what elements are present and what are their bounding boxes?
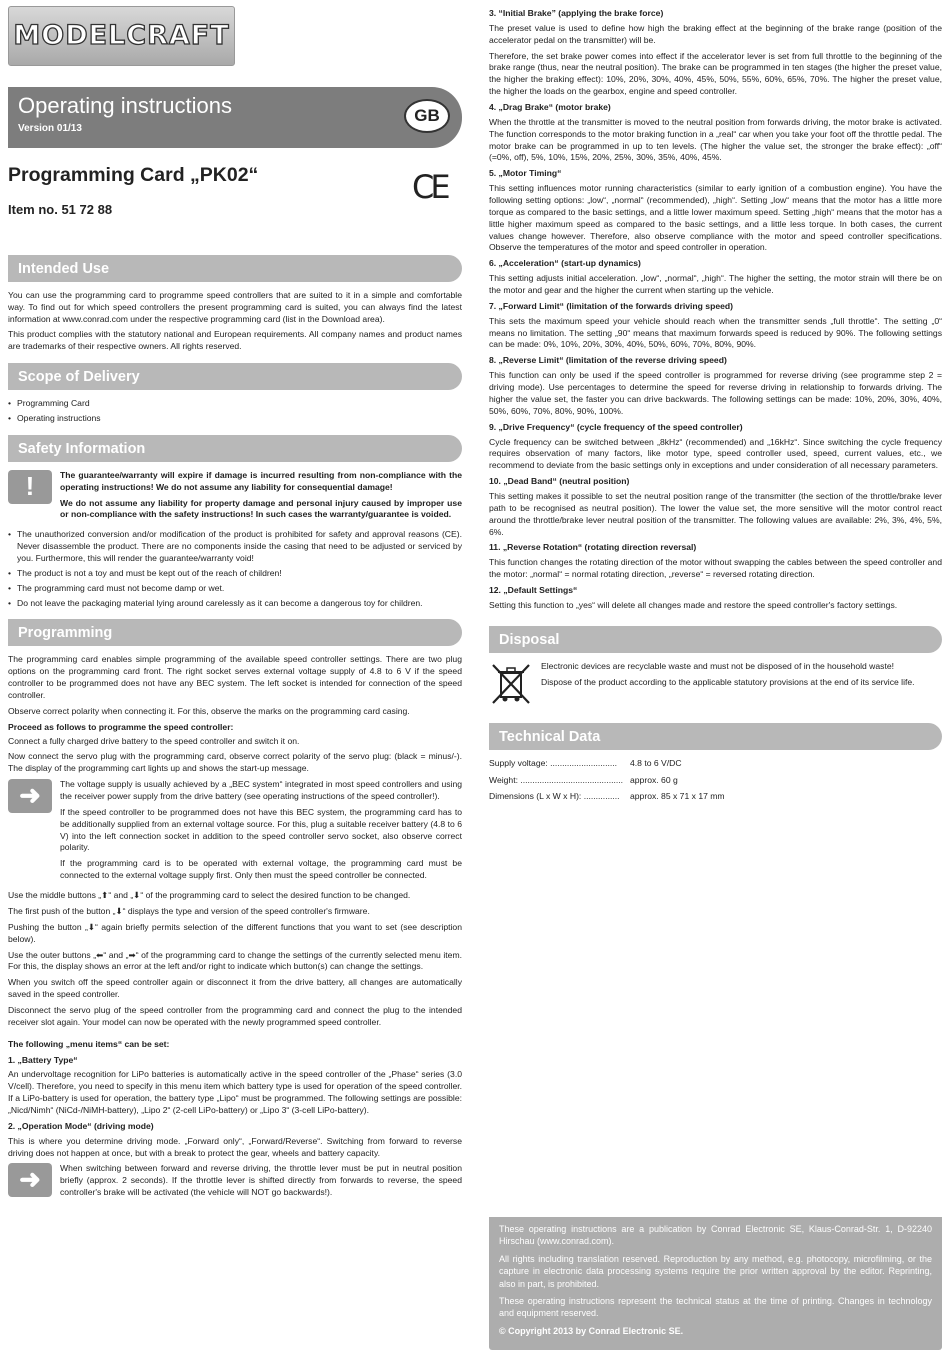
paragraph: When you switch off the speed controller again or disconnect it from the drive battery, all changes are automatically saved in the speed controller. <box>8 977 462 1000</box>
publisher-footer <box>489 1217 942 1350</box>
warning-text: We do not assume any liability for property damage and personal injury caused by improper use or non-compliance with the safety instructions! In such cases the warranty/guarantee is voided. <box>60 497 462 520</box>
paragraph: The first push of the button „⬇“ displays the type and version of the speed controller's firmware. <box>8 905 370 916</box>
paragraph: Disconnect the servo plug of the speed controller from the programming card and connect the plug to the intended receiver slot again. Your model can now be operated with the newly programmed speed controller. <box>8 1004 462 1027</box>
note-text: If the programming card is to be operated with external voltage, the programming card must be connected to the external voltage supply first. Only then must the speed controller be connected. <box>60 858 462 881</box>
menu-item-title: 9. „Drive Frequency“ (cycle frequency of the speed controller) <box>489 421 743 432</box>
paragraph: Use the outer buttons „⬅“ and „➡“ of the programming card to change the settings of the currently selected menu item. For this, the display shows an error at the left and/or right to indicate which button(s) can change the settings. <box>8 949 462 972</box>
gb-language-badge: GB <box>404 99 450 133</box>
warning-text: The guarantee/warranty will expire if damage is incurred resulting from non-compliance with the operating instructions! We do not assume any liability for consequential damage! <box>60 469 462 492</box>
proceed-heading: Proceed as follows to programme the speed controller: <box>8 721 234 732</box>
tech-row <box>489 775 942 787</box>
paragraph: Use the middle buttons „⬆“ and „⬇“ of the programming card to select the desired function to be changed. <box>8 890 411 901</box>
info-note <box>8 779 462 886</box>
paragraph: Setting this function to „yes“ will delete all changes made and restore the speed controller's factory settings. <box>489 599 898 610</box>
paragraph: This sets the maximum speed your vehicle should reach when the transmitter sends „full throttle“. The setting „0“ means no limitation. The setting „90“ means that maximum forwards speed is reduced by 90%. The following settings can be made: 0%, 10%, 20%, 30%, 40%, 50%, 60%, 70%, 80%, 90%. <box>489 315 942 350</box>
menu-item-title: 4. „Drag Brake“ (motor brake) <box>489 102 611 113</box>
arrow-right-icon: ➜ <box>8 779 52 813</box>
tech-value: approx. 60 g <box>630 774 678 785</box>
tech-value: 4.8 to 6 V/DC <box>630 757 682 768</box>
list-item: • The unauthorized conversion and/or modification of the product is prohibited for safety and approval reasons (CE). Never disassemble the product. There are no components inside the casing that need to be adjusted or serviced by you. Furthermore, this will render the guarantee/warranty void! <box>8 529 462 565</box>
right-column <box>489 6 942 808</box>
intended-use-text: You can use the programming card to programme speed controllers that are suited to it in a simple and comfortable way. To find out for which speed controllers the present programming card is suited, you can always find the latest information at www.conrad.com under the respective programming card (list in the Download area). <box>8 289 462 324</box>
paragraph: Observe correct polarity when connecting it. For this, observe the marks on the programming card casing. <box>8 705 410 716</box>
tech-row <box>489 791 942 803</box>
menu-items-heading: The following „menu items“ can be set: <box>8 1038 170 1049</box>
menu-item-title: 5. „Motor Timing“ <box>489 168 562 179</box>
footer-text: These operating instructions are a publication by Conrad Electronic SE, Klaus-Conrad-Str. 1, D-92240 Hirschau (www.conrad.com). <box>499 1224 932 1247</box>
section-technical-data: Technical Data <box>489 723 942 750</box>
banner-version: Version 01/13 <box>18 123 82 135</box>
paragraph: The preset value is used to define how high the braking effect at the beginning of the brake range (position of the accelerator pedal on the transmitter) will be. <box>489 22 942 45</box>
menu-item-title: 10. „Dead Band“ (neutral position) <box>489 476 630 487</box>
title-banner <box>8 87 462 148</box>
paragraph: This setting influences motor running characteristics (similar to early ignition of a combustion engine). You have the following setting options: „low“, „normal“ (recommended), „high“. Setting „low“ means that the motor has a little more torque as compared to the basic settings, and a little lower maximum speed. Setting „high“ means that the motor has a little higher maximum speed as compared to the basic settings, and a little less torque. In both cases, the current values change however. Therefore, also observe compliance with the motor and speed controller specifications. Observe the temperatures of the motor and speed controller in operation. <box>489 183 942 253</box>
document-title: Programming Card „PK02“ <box>8 164 259 186</box>
info-note <box>8 1163 462 1203</box>
list-item: • The product is not a toy and must be kept out of the reach of children! <box>8 568 462 580</box>
paragraph: When the throttle at the transmitter is moved to the neutral position from forwards driving, the motor brake is activated. The function corresponds to the motor braking function in a „real“ car when you take your foot off the throttle pedal. The motor brake can be programmed in up to ten levels. (The higher the value set, the stronger the brake effect): „off“ (=0%, off), 5%, 10%, 15%, 20%, 25%, 30%, 35%, 40%, 45%. <box>489 116 942 163</box>
paragraph: Connect a fully charged drive battery to the speed controller and switch it on. <box>8 735 300 746</box>
item-number: Item no. 51 72 88 <box>8 201 113 217</box>
note-text: If the speed controller to be programmed does not have this BEC system, the programming card has to be additionally supplied from an external voltage source. For this, plug a suitable receiver battery (4.8 to 6 V) into the left connection socket in addition to the speed controller servo socket, also observe correct polarity. <box>60 806 462 853</box>
ce-mark: CE <box>412 168 447 206</box>
list-item: • Do not leave the packaging material lying around carelessly as it can become a dangerous toy for children. <box>8 598 462 610</box>
menu-item-title: 12. „Default Settings“ <box>489 584 578 595</box>
modelcraft-logo: MODELCRAFT <box>8 6 235 66</box>
footer-text: All rights including translation reserved. Reproduction by any method, e.g. photocopy, microfilming, or the capture in electronic data processing systems require the prior written approval by the editor. Reprinting, also in part, is prohibited. <box>499 1253 932 1289</box>
warning-note <box>8 470 462 525</box>
crossed-bin-icon <box>489 661 533 705</box>
scope-list <box>8 398 462 425</box>
disposal-text: Dispose of the product according to the applicable statutory provisions at the end of its service life. <box>541 676 915 687</box>
safety-list <box>8 529 462 609</box>
paragraph: Now connect the servo plug with the programming card, observe correct polarity of the servo plug: (black = minus/-). The display of the programming cart lights up and shows the start-up message. <box>8 751 462 774</box>
menu-item-title: 3. “Initial Brake” (applying the brake force) <box>489 8 664 18</box>
paragraph: This function changes the rotating direction of the motor without swapping the cables between the speed controller and the motor: „normal“ = normal rotating direction, „reverse“ = reversed rotating direction. <box>489 557 942 580</box>
list-item: • Programming Card <box>8 398 462 410</box>
section-intended-use: Intended Use <box>8 255 462 282</box>
tech-value: approx. 85 x 71 x 17 mm <box>630 791 725 802</box>
list-item: • Operating instructions <box>8 413 462 425</box>
tech-row <box>489 758 942 770</box>
disposal-block <box>489 661 942 705</box>
menu-item-title: 1. „Battery Type“ <box>8 1054 78 1065</box>
menu-item-title: 2. „Operation Mode“ (driving mode) <box>8 1120 154 1131</box>
note-text: When switching between forward and reverse driving, the throttle lever must be put in neutral position briefly (approx. 2 seconds). If the throttle lever is shifted directly from forwards to reverse, the speed controller's brake will be activated (the vehicle will NOT go backwards!). <box>60 1163 462 1198</box>
tech-key: Supply voltage: ............................ <box>489 757 618 768</box>
menu-item-title: 7. „Forward Limit“ (limitation of the forwards driving speed) <box>489 300 733 311</box>
tech-table <box>489 758 942 804</box>
section-scope-of-delivery: Scope of Delivery <box>8 363 462 390</box>
paragraph: This setting adjusts initial acceleration. „low“, „normal“, „high“. The higher the setting, the motor strain will there be on the motor and gear and the higher the current when starting up the vehicle. <box>489 273 942 296</box>
note-text: The voltage supply is usually achieved by a „BEC system“ integrated in most speed controllers and using the receiver power supply from the drive battery (see operating instructions of the speed controller!). <box>60 779 462 802</box>
banner-title: Operating instructions <box>18 93 232 118</box>
copyright-text: © Copyright 2013 by Conrad Electronic SE. <box>499 1325 684 1336</box>
paragraph: Pushing the button „⬇“ again briefly permits selection of the different functions that you want to set (see description below). <box>8 921 462 944</box>
paragraph: This is where you determine driving mode. „Forward only“, „Forward/Reverse“. Switching from forward to reverse driving does not happen at once, but with a break to protect the gear, wheels and battery capacity. <box>8 1135 462 1158</box>
disposal-text: Electronic devices are recyclable waste and must not be disposed of in the household waste! <box>541 660 895 671</box>
menu-item-title: 6. „Acceleration“ (start-up dynamics) <box>489 258 641 269</box>
paragraph: An undervoltage recognition for LiPo batteries is automatically active in the speed controller of the „Phase“ series (3.0 V/cell). Therefore, you need to specify in this menu item which battery type is used for operation of the speed controller. If a LiPo-battery is used for operation, the battery type „Lipo“ must be programmed. The following settings are possible: „Nicd/Nimh“ (NiCd-/NiMH-battery), „Lipo 2“ (2-cell LiPo-battery) or „Lipo 3“ (3-cell LiPo-battery). <box>8 1069 462 1115</box>
compliance-text: This product complies with the statutory national and European requirements. All company names and product names are trademarks of their respective owners. All rights reserved. <box>8 329 462 352</box>
left-column <box>8 6 462 1207</box>
list-item: • The programming card must not become damp or wet. <box>8 583 462 595</box>
section-disposal: Disposal <box>489 626 942 653</box>
paragraph: This function can only be used if the speed controller is programmed for reverse driving (see programme step 2 = driving mode). Use percentages to determine the speed for reverse driving in relationship to forwards driving. The higher the value set, the faster you can drive backwards. The following settings can be made: 10%, 20%, 30%, 40%, 50%, 60%, 70%, 80%, 90%, 100%. <box>489 370 942 416</box>
paragraph: This setting makes it possible to set the neutral position range of the transmitter (the section of the throttle/brake lever path to be recognised as neutral position). The lower the value set, the more sensitive will the motor control react around the throttle/brake lever neutral position of the transmitter. The following values are available: 2%, 3%, 4%, 5%, 6%. <box>489 490 942 537</box>
menu-item-title: 8. „Reverse Limit“ (limitation of the reverse driving speed) <box>489 355 727 366</box>
tech-key: Weight: ........................................... <box>489 774 624 785</box>
arrow-right-icon: ➜ <box>8 1163 52 1197</box>
paragraph: The programming card enables simple programming of the available speed controller settings. There are two plug options on the programming card front. The right socket serves external voltage supply of 4.8 to 6 V if the speed controller to be programmed does not have any BEC system. The left socket is intended for connection of the speed controller. <box>8 654 462 701</box>
section-safety-information: Safety Information <box>8 435 462 462</box>
menu-item-title: 11. „Reverse Rotation“ (rotating direction reversal) <box>489 542 697 553</box>
paragraph: Therefore, the set brake power comes into effect if the accelerator lever is set from full throttle to the beginning of the brake range (thus, near the neutral position). The brake can be programmed in ten stages (the higher the preset value, the higher the braking effect): 10%, 20%, 30%, 40%, 45%, 50%, 55%, 60%, 65%, 70%. The higher the preset value, the higher the loads on the gearbox, engine and speed controller. <box>489 50 942 97</box>
tech-key: Dimensions (L x W x H): ............... <box>489 791 620 802</box>
section-programming: Programming <box>8 619 462 646</box>
paragraph: Cycle frequency can be switched between „8kHz“ (recommended) and „16kHz“. Since switching the cycle frequency requires observation of many factors, like motor type, speed controller used, speed, current values, etc., we recommend to deviate from the basic settings only in exceptions and under consideration of all necessary parameters. <box>489 436 942 471</box>
exclamation-icon: ! <box>8 470 52 504</box>
footer-text: These operating instructions represent the technical status at the time of printing. Changes in technology and equipment reserved. <box>499 1296 932 1319</box>
